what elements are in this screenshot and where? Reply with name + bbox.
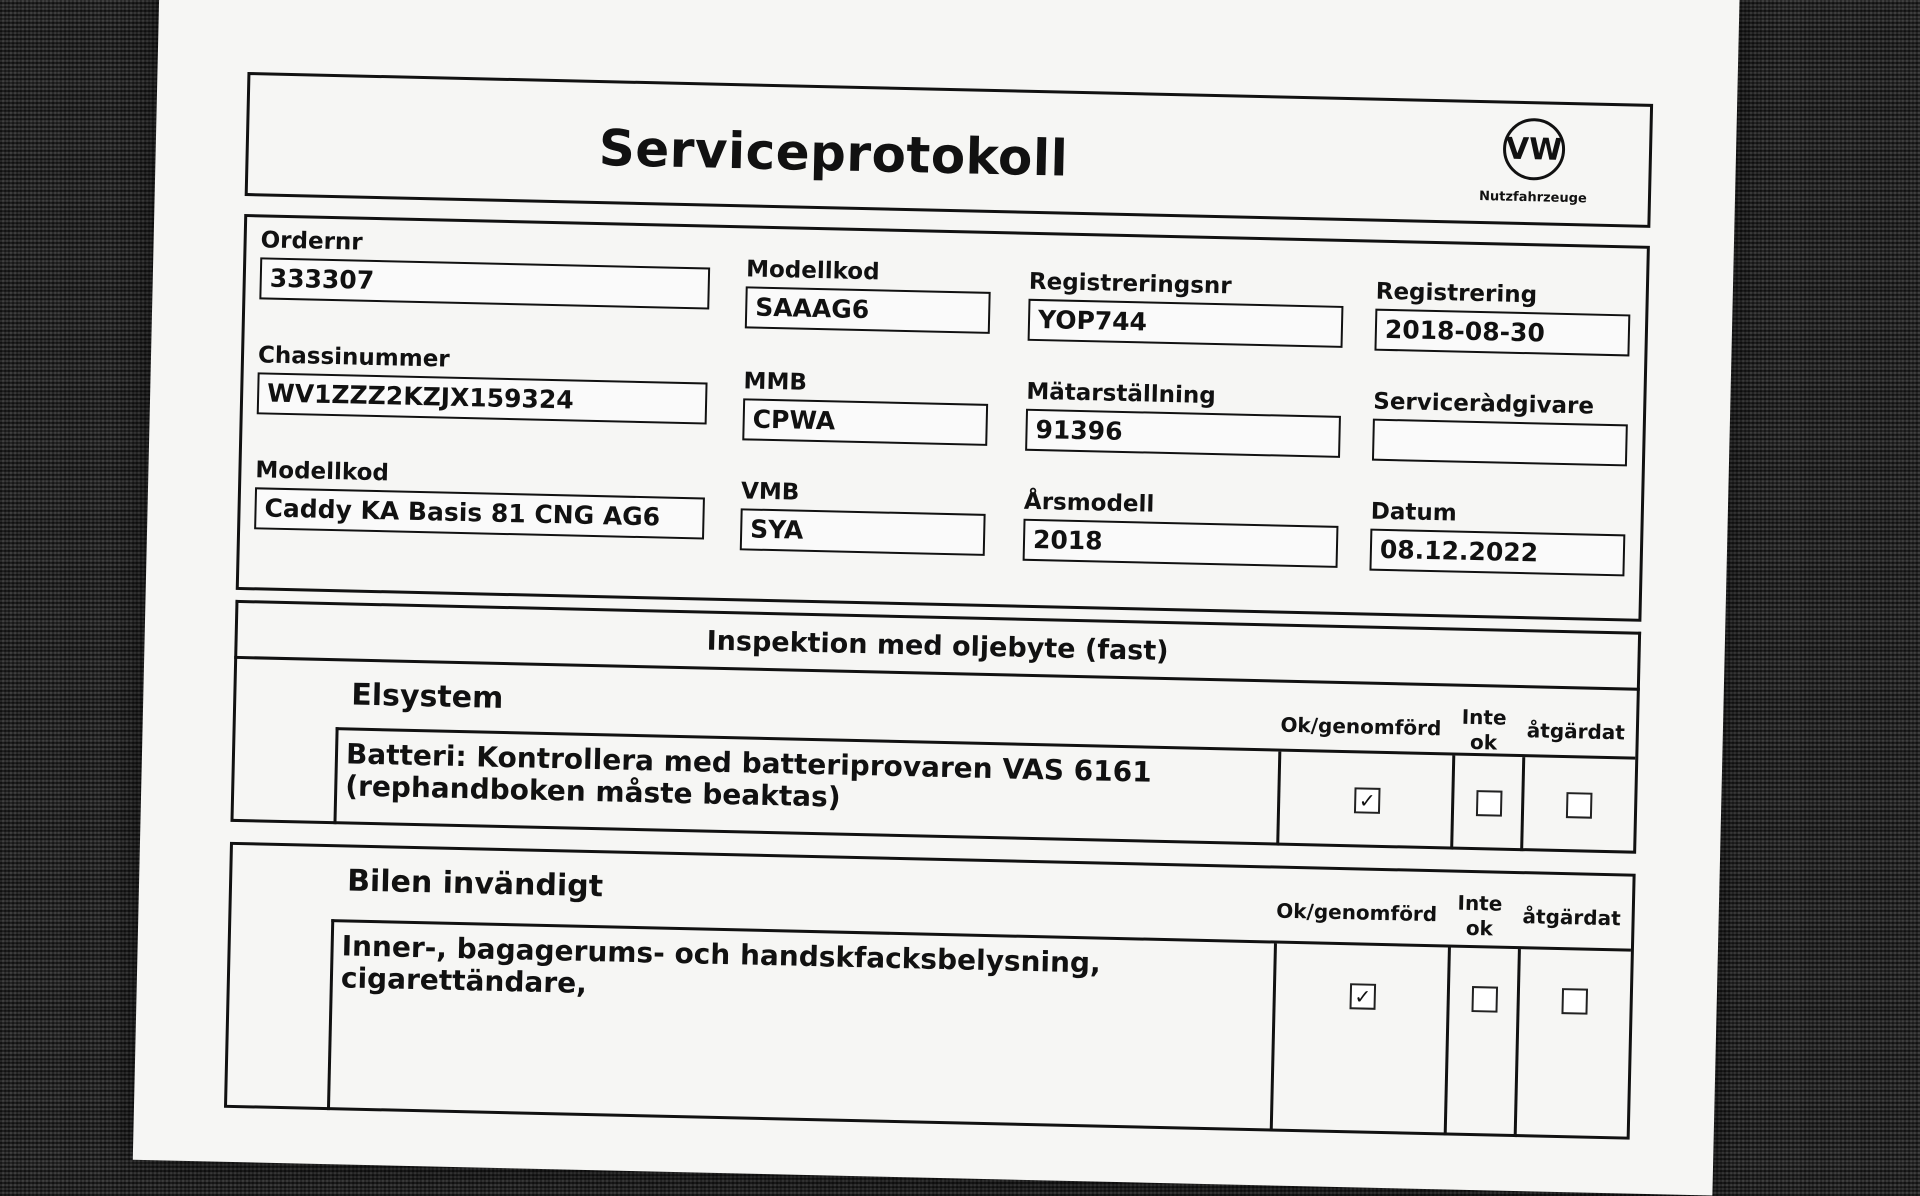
field-label: Datum: [1370, 498, 1458, 527]
col-head-fixed: åtgärdat: [1522, 904, 1621, 931]
vmb-field[interactable]: SYA: [740, 508, 986, 556]
vehicle-fields: [236, 214, 1650, 622]
task-text: Inner-, bagagerums- och handskfacksbelysning, cigarettändare,: [340, 929, 1102, 1001]
field-label: VMB: [740, 478, 800, 506]
field-label: Årsmodell: [1023, 488, 1155, 518]
field-label: Registreringsnr: [1028, 268, 1232, 300]
field-ordernr: [259, 227, 711, 309]
vw-logo: [1458, 117, 1610, 207]
task-row: [327, 919, 1631, 1139]
fixed-checkbox[interactable]: [1561, 988, 1588, 1015]
col-head-fixed: åtgärdat: [1526, 718, 1626, 745]
datum-field[interactable]: 08.12.2022: [1369, 529, 1625, 577]
ordernr-field[interactable]: 333307: [259, 257, 710, 309]
col-head-ok: Ok/genomförd: [1275, 898, 1438, 927]
not-ok-checkbox[interactable]: [1476, 790, 1503, 817]
fixed-cell: [1514, 949, 1631, 1140]
field-modellkod-long: [254, 457, 706, 539]
field-vmb: [740, 478, 987, 556]
field-label: MMB: [743, 368, 808, 396]
field-datum: [1369, 499, 1626, 577]
page-title: Serviceprotokoll: [598, 119, 1069, 188]
registrering-field[interactable]: 2018-08-30: [1374, 309, 1630, 357]
fixed-cell: [1520, 757, 1635, 854]
section-title: Bilen invändigt: [346, 863, 604, 905]
ok-checkbox[interactable]: ✓: [1350, 983, 1377, 1010]
service-protocol-sheet: [133, 0, 1740, 1196]
brand-subtitle: Nutzfahrzeuge: [1478, 188, 1588, 207]
inspection-title: Inspektion med oljebyte (fast): [706, 625, 1169, 668]
mmb-field[interactable]: CPWA: [742, 398, 988, 446]
field-label: Chassinummer: [257, 342, 450, 373]
field-label: Modellkod: [745, 256, 880, 286]
field-servicerad: [1372, 389, 1629, 467]
registreringsnr-field[interactable]: YOP744: [1028, 299, 1344, 348]
arsmodell-field[interactable]: 2018: [1023, 519, 1339, 568]
field-label: Ordernr: [260, 227, 363, 256]
field-modellkod-short: [745, 256, 992, 334]
header-box: [245, 72, 1653, 228]
modellkod-short-field[interactable]: SAAAG6: [745, 286, 991, 334]
serviceradgivare-field[interactable]: [1372, 419, 1628, 467]
field-registreringsnr: [1028, 269, 1345, 348]
col-head-ok: Ok/genomförd: [1280, 712, 1442, 741]
section-title: Elsystem: [350, 677, 504, 716]
field-matarstallning: [1025, 379, 1342, 458]
task-text: Batteri: Kontrollera med batteriprovaren VAS 6161 (rephandboken måste beaktas): [344, 737, 1153, 814]
not-ok-checkbox[interactable]: [1471, 986, 1498, 1013]
section-elsystem: [230, 656, 1639, 854]
field-chassinummer: [257, 342, 709, 424]
chassinummer-field[interactable]: WV1ZZZ2KZJX159324: [257, 372, 708, 424]
field-label: Modellkod: [255, 457, 390, 487]
field-label: Mätarställning: [1026, 378, 1217, 410]
col-head-not-ok: Inte ok: [1457, 890, 1503, 941]
task-row: [333, 727, 1635, 853]
col-head-not-ok: Inte ok: [1461, 704, 1507, 755]
ok-cell: [1270, 944, 1451, 1136]
section-bilen-invandigt: [224, 842, 1636, 1140]
not-ok-cell: [1444, 947, 1521, 1137]
field-mmb: [742, 368, 989, 446]
ok-cell: [1276, 752, 1455, 850]
field-label: Registrering: [1375, 278, 1538, 309]
ok-checkbox[interactable]: ✓: [1354, 787, 1381, 814]
not-ok-cell: [1450, 756, 1525, 852]
modellkod-long-field[interactable]: Caddy KA Basis 81 CNG AG6: [254, 487, 705, 539]
matarstallning-field[interactable]: 91396: [1025, 409, 1341, 458]
field-label: Serviceràdgivare: [1372, 388, 1595, 420]
fixed-checkbox[interactable]: [1566, 792, 1593, 819]
field-arsmodell: [1023, 489, 1340, 568]
field-registrering: [1374, 279, 1631, 357]
vw-logo-icon: VW: [1502, 118, 1565, 181]
